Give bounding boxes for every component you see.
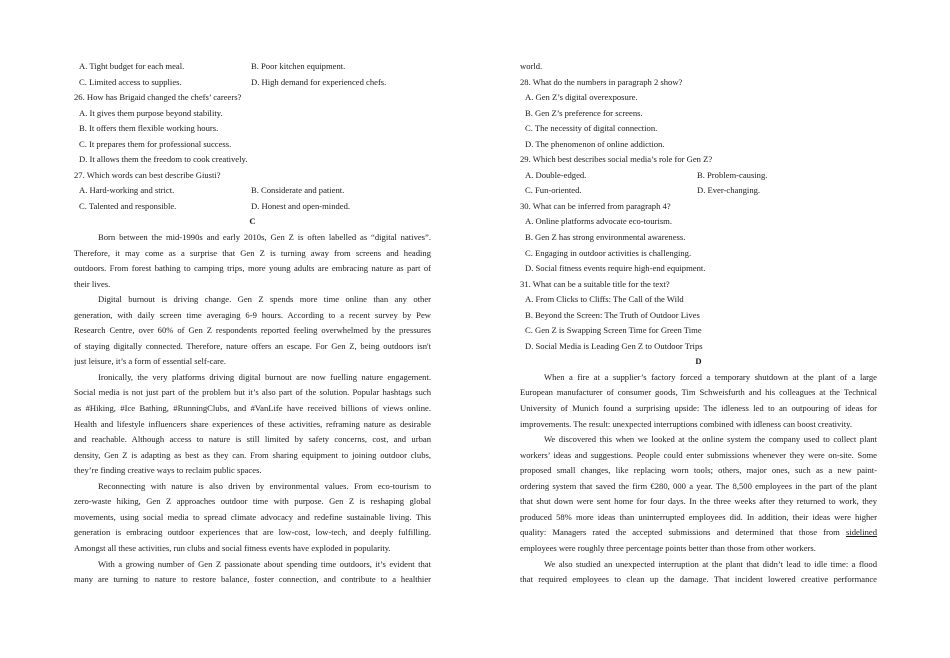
q31-option-c: C. Gen Z is Swapping Screen Time for Green Time bbox=[525, 325, 702, 336]
underlined-word: sidelined bbox=[845, 527, 877, 538]
q27-question: 27. Which words can best describe Giusti? bbox=[74, 169, 221, 180]
passage-d-text: quality: Managers rated the accepted submissions and determined that those from bbox=[520, 527, 846, 538]
q28-option-d: D. The phenomenon of online addiction. bbox=[525, 138, 665, 149]
q28-option-b: B. Gen Z’s preference for screens. bbox=[525, 107, 643, 118]
q29-options-row2 bbox=[520, 183, 877, 199]
q30-option-b: B. Gen Z has strong environmental awareness. bbox=[525, 232, 686, 243]
right-column bbox=[520, 59, 877, 588]
passage-c-line: Reconnecting with nature is also driven by environmental values. From eco-tourism to bbox=[98, 480, 431, 491]
q31-option-a: A. From Clicks to Cliffs: The Call of the Wild bbox=[525, 294, 684, 305]
passage-d-line: that required employees to clean up the damage. That incident lowered creative performance bbox=[520, 574, 877, 585]
passage-c-line: Research Centre, over 60% of Gen Z respondents reported feeling overwhelmed by the pressures bbox=[74, 325, 431, 336]
passage-d-line: European manufacturer of consumer goods, Tim Schweisfurth and his colleagues at the Technical bbox=[520, 387, 877, 398]
q26-option-b: B. It offers them flexible working hours. bbox=[79, 123, 219, 134]
q30-option-c: C. Engaging in outdoor activities is challenging. bbox=[525, 247, 692, 258]
passage-c-line: generation is embracing outdoor experiences that are low-cost, low-tech, and deeply fulfilling. bbox=[74, 527, 431, 538]
passage-d-line: We also studied an unexpected interruption at the plant that didn’t lead to idle time: a flood bbox=[544, 558, 877, 569]
passage-c-line: they’re finding creative ways to reclaim public spaces. bbox=[74, 465, 262, 476]
passage-c-line: and reachable. Although access to nature is still limited by safety concerns, cost, and urban bbox=[74, 434, 431, 445]
q26-option-c: C. It prepares them for professional success. bbox=[79, 138, 232, 149]
q31-question: 31. What can be a suitable title for the text? bbox=[520, 278, 670, 289]
q30-option-d: D. Social fitness events require high-end equipment. bbox=[525, 263, 706, 274]
passage-c-line: generation, with daily screen time averaging 6-9 hours. According to a recent survey by Pew bbox=[74, 309, 431, 320]
passage-c-line: Digital burnout is driving change. Gen Z spends more time online than any other bbox=[98, 294, 431, 305]
passage-c-line: just leisure, it’s a form of essential self-care. bbox=[74, 356, 227, 367]
passage-d-line: workers’ ideas and suggestions. People could enter submissions whenever they were on-site. Some bbox=[520, 449, 877, 460]
q31-option-d: D. Social Media is Leading Gen Z to Outdoor Trips bbox=[525, 340, 703, 351]
q29-option-c: C. Fun-oriented. bbox=[525, 185, 582, 196]
passage-d-line: When a fire at a supplier’s factory forced a temporary shutdown at the plant of a large bbox=[544, 371, 877, 382]
q25-option-d: D. High demand for experienced chefs. bbox=[251, 76, 387, 87]
passage-c-line: many are turning to nature to restore balance, foster connection, and contribute to a healthier bbox=[74, 574, 431, 585]
passage-c-line: movements, using social media to spread climate advocacy and redefine sustainable living. This bbox=[74, 511, 431, 522]
passage-c-line: Therefore, it may come as a surprise that Gen Z is turning away from screens and heading bbox=[74, 247, 431, 258]
passage-d-line: We discovered this when we looked at the online system the company used to collect plant bbox=[544, 434, 877, 445]
passage-d-line: employees were roughly three percentage points better than those from other workers. bbox=[520, 542, 816, 553]
passage-c-continuation: world. bbox=[520, 61, 543, 71]
section-c-heading: C bbox=[249, 216, 256, 227]
q30-option-a: A. Online platforms advocate eco-tourism. bbox=[525, 216, 673, 227]
q28-question: 28. What do the numbers in paragraph 2 show? bbox=[520, 76, 683, 87]
q26-question: 26. How has Brigaid changed the chefs’ careers? bbox=[74, 92, 242, 103]
passage-d-line-with-underline bbox=[520, 525, 877, 541]
q29-option-b: B. Problem-causing. bbox=[697, 169, 768, 180]
q25-option-a: A. Tight budget for each meal. bbox=[79, 61, 185, 71]
q31-option-b: B. Beyond the Screen: The Truth of Outdoor Lives bbox=[525, 309, 700, 320]
left-column bbox=[74, 59, 431, 588]
q25-option-b: B. Poor kitchen equipment. bbox=[251, 61, 346, 71]
q27-option-a: A. Hard-working and strict. bbox=[79, 185, 175, 196]
passage-c-line: density, Gen Z is adapting as best as they can. From sharing equipment to joining outdoor clubs, bbox=[74, 449, 431, 460]
passage-c-line: Health and lifestyle influencers share experiences of these activities, reframing nature as desirable bbox=[74, 418, 431, 429]
passage-d-line: that shut down were sent home for four days. In the three weeks after they returned to work, they bbox=[520, 496, 877, 507]
passage-d-line: proposed small changes, like replacing worn tools; others, major ones, such as a new paint- bbox=[520, 465, 877, 476]
q26-option-d: D. It allows them the freedom to cook creatively. bbox=[79, 154, 248, 165]
q29-option-a: A. Double-edged. bbox=[525, 169, 587, 180]
passage-c-line: as #Hiking, #Ice Bathing, #RunningClubs, and #VanLife have received billions of views online. bbox=[74, 403, 431, 414]
q29-options-row1 bbox=[520, 168, 877, 184]
q27-option-c: C. Talented and responsible. bbox=[79, 200, 177, 211]
q28-option-a: A. Gen Z’s digital overexposure. bbox=[525, 92, 638, 103]
q25-options-row1 bbox=[74, 59, 431, 75]
passage-d-line: University of Munich found a surprising upside: The idleness led to an outpouring of ideas for bbox=[520, 403, 877, 414]
q27-options-row1 bbox=[74, 183, 431, 199]
q27-option-b: B. Considerate and patient. bbox=[251, 185, 345, 196]
q27-option-d: D. Honest and open-minded. bbox=[251, 200, 351, 211]
q25-option-c: C. Limited access to supplies. bbox=[79, 76, 182, 87]
passage-c-line: of staying digitally connected. Therefore, nature offers an escape. For Gen Z, being outdoors isn't bbox=[74, 340, 431, 351]
passage-c-line: outdoors. From forest bathing to camping trips, more young adults are embracing nature as part of bbox=[74, 263, 431, 274]
q28-option-c: C. The necessity of digital connection. bbox=[525, 123, 658, 134]
q30-question: 30. What can be inferred from paragraph 4? bbox=[520, 200, 671, 211]
passage-d-line: produced 58% more ideas than uninterrupted employees did. In addition, their ideas were higher bbox=[520, 511, 877, 522]
q27-options-row2 bbox=[74, 199, 431, 215]
section-d-heading: D bbox=[695, 356, 702, 367]
q29-question: 29. Which best describes social media’s role for Gen Z? bbox=[520, 154, 713, 165]
passage-c-line: Ironically, the very platforms driving digital burnout are now fuelling nature engagement. bbox=[98, 371, 431, 382]
q25-options-row2 bbox=[74, 75, 431, 91]
q26-option-a: A. It gives them purpose beyond stability. bbox=[79, 107, 223, 118]
passage-d-line: improvements. The result: unexpected interruptions combined with idleness can boost creativity. bbox=[520, 418, 852, 429]
passage-c-line: Social media is not just part of the problem but it’s also part of the solution. Popular hashtags such bbox=[74, 387, 431, 398]
passage-c-line: Amongst all these activities, run clubs and social fitness events have exploded in popularity. bbox=[74, 542, 391, 553]
passage-c-line: With a growing number of Gen Z passionate about spending time outdoors, it’s evident that bbox=[98, 558, 431, 569]
q29-option-d: D. Ever-changing. bbox=[697, 185, 761, 196]
passage-c-line: Born between the mid-1990s and early 2010s, Gen Z is often labelled as “digital natives”. bbox=[98, 232, 431, 243]
passage-c-line: zero-waste hiking, Gen Z approaches outdoor time with purpose. Gen Z is reshaping global bbox=[74, 496, 431, 507]
passage-c-line: their lives. bbox=[74, 278, 111, 289]
passage-d-line: ordering system that saved the firm €280, 000 a year. The 8,500 employees in the part of the plant bbox=[520, 480, 877, 491]
